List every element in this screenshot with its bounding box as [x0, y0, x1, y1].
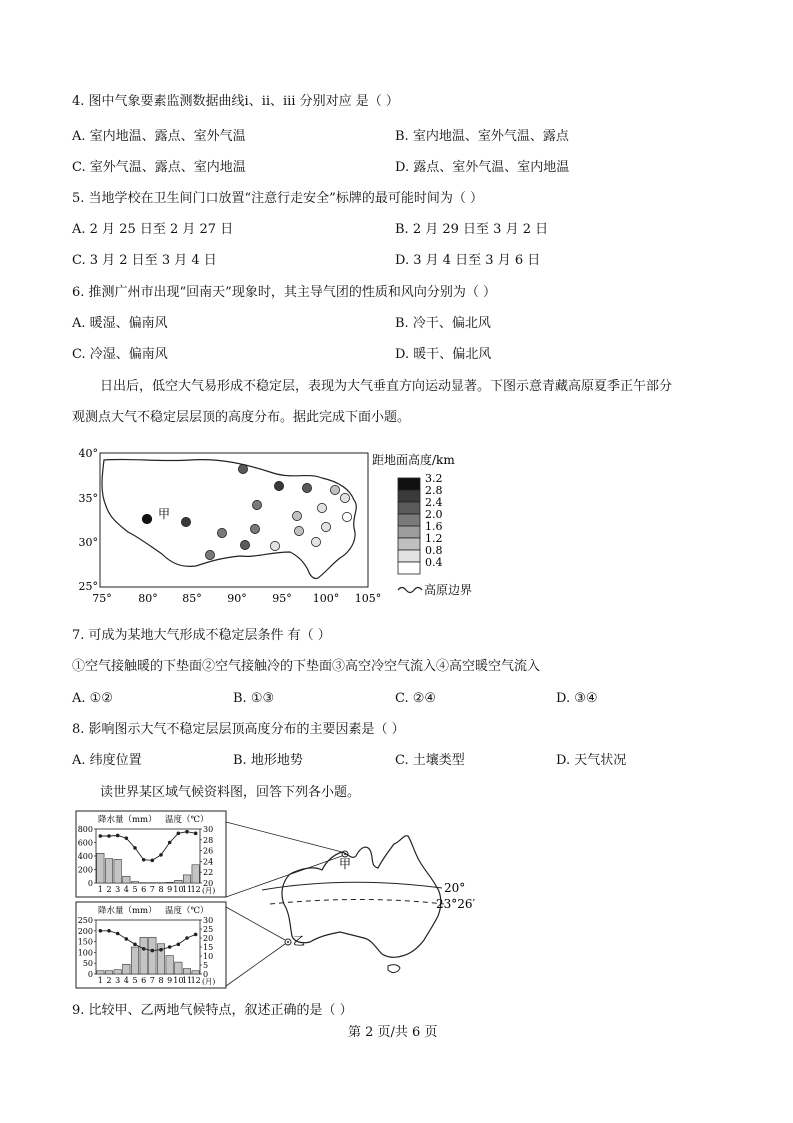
temp-point	[125, 937, 129, 941]
legend-swatch	[398, 526, 420, 538]
obs-point	[292, 511, 301, 520]
legend-swatch	[398, 478, 420, 490]
month-label: 11	[181, 976, 193, 985]
legend-value: 0.8	[425, 544, 443, 557]
connector-jia	[226, 822, 342, 852]
month-unit: (月)	[202, 977, 216, 986]
temp-point	[194, 832, 198, 836]
chart-yi-temp-label: 温度（℃）	[165, 906, 209, 916]
obs-point	[294, 526, 303, 535]
x-tick: 75°	[92, 592, 112, 605]
precip-bar	[192, 971, 199, 974]
precip-bar	[183, 875, 190, 883]
legend-value: 2.0	[425, 508, 443, 521]
q4-stem: 4. 图中气象要素监测数据曲线ⅰ、ⅱ、ⅲ 分别对应 是（ ）	[72, 94, 399, 109]
precip-bar	[123, 964, 130, 974]
right-tick-label: 24	[203, 857, 214, 867]
month-label: 7	[149, 976, 155, 985]
temp-point	[116, 932, 120, 936]
x-tick: 90°	[227, 592, 247, 605]
precip-bar	[192, 865, 199, 883]
point-jia-center	[344, 853, 346, 855]
month-label: 7	[149, 885, 155, 894]
point-jia-label: 甲	[339, 857, 352, 871]
q5-option-a: A. 2 月 25 日至 2 月 27 日	[72, 222, 234, 237]
obs-point	[321, 522, 330, 531]
obs-point	[205, 550, 214, 559]
left-tick-label: 600	[77, 838, 93, 848]
x-tick: 105°	[354, 592, 382, 605]
q5-option-c: C. 3 月 2 日至 3 月 4 日	[72, 253, 217, 268]
precip-bar	[157, 883, 164, 884]
temp-point	[159, 948, 163, 952]
month-label: 5	[132, 976, 138, 985]
precip-bar	[149, 883, 156, 884]
x-tick: 85°	[182, 592, 202, 605]
legend-swatch	[398, 550, 420, 562]
precip-bar	[166, 882, 173, 883]
obs-point	[330, 485, 339, 494]
q8-option-a: A. 纬度位置	[72, 753, 142, 768]
obs-point	[274, 481, 283, 490]
precip-bar	[166, 956, 173, 974]
temp-point	[177, 832, 181, 836]
obs-point	[311, 537, 320, 546]
month-label: 2	[106, 885, 112, 894]
x-tick: 100°	[312, 592, 340, 605]
right-tick-label: 10	[203, 952, 214, 961]
precip-bar	[140, 937, 147, 974]
left-tick-label: 200	[77, 926, 93, 936]
precip-bar	[114, 859, 121, 883]
month-label: 2	[106, 976, 112, 985]
right-tick-label: 22	[203, 868, 214, 878]
right-tick-label: 28	[203, 835, 214, 845]
precip-bar	[97, 853, 104, 883]
chart-jia-precip-label: 降水量（mm）	[98, 815, 157, 825]
y-tick: 25°	[78, 580, 98, 593]
temp-point	[168, 945, 172, 949]
x-tick: 80°	[138, 592, 158, 605]
temp-point	[194, 933, 198, 937]
q7-stem: 7. 可成为某地大气形成不稳定层条件 有（ ）	[72, 628, 331, 643]
obs-point	[238, 464, 247, 473]
temp-point	[116, 834, 120, 838]
month-label: 11	[181, 885, 193, 894]
legend-value: 2.4	[425, 496, 443, 509]
temp-point	[142, 947, 146, 951]
plateau-boundary	[102, 459, 356, 578]
left-tick-label: 50	[82, 959, 93, 969]
australia-outline	[282, 836, 441, 958]
legend-swatch	[398, 562, 420, 574]
precip-bar	[175, 880, 182, 883]
q6-stem: 6. 推测广州市出现“回南天”现象时，其主导气团的性质和风向分别为（ ）	[72, 285, 496, 300]
page-footer: 第 2 页/共 6 页	[348, 1025, 438, 1040]
right-tick-label: 30	[203, 916, 214, 925]
temp-point	[107, 929, 111, 933]
connector-yi	[226, 944, 285, 986]
left-tick-label: 800	[77, 825, 93, 834]
right-tick-label: 5	[203, 961, 209, 970]
temp-point	[133, 846, 137, 850]
obs-point	[340, 493, 349, 502]
map-frame	[100, 453, 368, 587]
q5-option-b: B. 2 月 29 日至 3 月 2 日	[395, 222, 549, 237]
lat-tropic-label: 23°26′	[436, 897, 476, 911]
right-tick-label: 15	[203, 943, 214, 952]
left-tick-label: 0	[87, 970, 93, 979]
temp-point	[142, 858, 146, 862]
temp-point	[185, 936, 189, 940]
legend-swatch	[398, 502, 420, 514]
boundary-legend-icon	[398, 588, 422, 593]
q8-option-b: B. 地形地势	[233, 753, 303, 768]
month-label: 1	[97, 885, 103, 894]
q6-option-b: B. 冷干、偏北风	[395, 316, 491, 331]
point-yi-center	[287, 941, 289, 943]
obs-point	[142, 514, 151, 523]
q7-option-d: D. ③④	[556, 691, 598, 706]
precip-bar	[175, 962, 182, 974]
left-tick-label: 200	[77, 865, 93, 875]
month-label: 3	[115, 885, 121, 894]
month-label: 3	[115, 976, 121, 985]
y-tick: 40°	[78, 447, 98, 460]
tropic-line	[270, 900, 444, 905]
obs-point	[252, 500, 261, 509]
y-tick: 35°	[78, 492, 98, 505]
temp-point	[159, 853, 163, 857]
right-tick-label: 26	[203, 846, 214, 856]
month-label: 9	[167, 885, 173, 894]
month-unit: (月)	[202, 886, 216, 895]
latitude-20-line	[262, 882, 442, 890]
connector-jia	[226, 856, 342, 897]
legend-swatch	[398, 538, 420, 550]
temp-point	[125, 836, 129, 840]
precip-bar	[140, 883, 147, 884]
obs-point	[240, 540, 249, 549]
q9-stem: 9. 比较甲、乙两地气候特点，叙述正确的是（ ）	[72, 1003, 353, 1018]
q7-conditions: ①空气接触暖的下垫面②空气接触冷的下垫面③高空冷空气流入④高空暖空气流入	[72, 659, 541, 674]
month-label: 12	[190, 976, 201, 985]
month-label: 5	[132, 885, 138, 894]
temp-point	[107, 834, 111, 838]
legend-value: 1.2	[425, 532, 443, 545]
temp-point	[177, 943, 181, 947]
precip-bar	[123, 876, 130, 883]
passage1-line2: 观测点大气不稳定层层顶的高度分布。据此完成下面小题。	[72, 410, 411, 425]
q7-option-a: A. ①②	[72, 691, 113, 706]
legend-title: 距地面高度/km	[372, 453, 455, 467]
obs-point	[181, 517, 190, 526]
legend-swatch	[398, 490, 420, 502]
left-tick-label: 150	[77, 937, 93, 947]
legend-swatch	[398, 514, 420, 526]
right-tick-label: 20	[203, 879, 214, 888]
month-label: 6	[141, 885, 147, 894]
lat-20-label: 20°	[444, 881, 466, 895]
month-label: 12	[190, 885, 201, 894]
month-label: 10	[173, 976, 184, 985]
legend-value: 2.8	[425, 484, 443, 497]
x-tick: 95°	[272, 592, 292, 605]
q4-option-c: C. 室外气温、露点、室内地温	[72, 160, 246, 175]
q4-option-a: A. 室内地温、露点、室外气温	[72, 129, 246, 144]
legend-value: 3.2	[425, 472, 443, 485]
tibet-instability-map	[70, 440, 490, 610]
passage1-line1: 日出后，低空大气易形成不稳定层，表现为大气垂直方向运动显著。下图示意青藏高原夏季正午部分	[100, 379, 673, 394]
q5-stem: 5. 当地学校在卫生间门口放置“注意行走安全”标牌的最可能时间为（ ）	[72, 191, 483, 206]
precip-bar	[105, 971, 112, 974]
chart-yi-precip-label: 降水量（mm）	[98, 906, 157, 916]
legend-value: 1.6	[425, 520, 443, 533]
temp-point	[151, 949, 155, 953]
month-label: 10	[173, 885, 184, 894]
climate-svg	[70, 808, 490, 993]
obs-point	[250, 524, 259, 533]
q7-option-b: B. ①③	[233, 691, 275, 706]
month-label: 8	[158, 976, 164, 985]
obs-point	[302, 483, 311, 492]
q5-option-d: D. 3 月 4 日至 3 月 6 日	[395, 253, 541, 268]
left-tick-label: 250	[77, 916, 93, 925]
month-label: 6	[141, 976, 147, 985]
q8-option-d: D. 天气状况	[556, 753, 627, 768]
precip-bar	[105, 859, 112, 883]
q6-option-c: C. 冷湿、偏南风	[72, 347, 168, 362]
temp-point	[151, 859, 155, 863]
climate-figure	[70, 808, 490, 993]
right-tick-label: 30	[203, 825, 214, 834]
point-yi-label: 乙	[293, 934, 306, 948]
place-label-jia: 甲	[158, 507, 171, 521]
obs-point	[342, 512, 351, 521]
temp-point	[99, 834, 103, 838]
y-tick: 30°	[78, 536, 98, 549]
connector-yi	[226, 907, 285, 940]
precip-bar	[149, 937, 156, 974]
right-tick-label: 0	[203, 970, 209, 979]
legend-value: 0.4	[425, 556, 443, 569]
right-tick-label: 20	[203, 934, 214, 943]
temp-point	[185, 830, 189, 834]
precip-bar	[131, 882, 138, 883]
q4-option-b: B. 室内地温、室外气温、露点	[395, 129, 569, 144]
boundary-legend-label: 高原边界	[424, 583, 473, 597]
obs-point	[317, 503, 326, 512]
left-tick-label: 400	[77, 852, 93, 861]
precip-bar	[114, 970, 121, 974]
temp-point	[133, 943, 137, 947]
left-tick-label: 0	[87, 879, 93, 888]
q7-option-c: C. ②④	[395, 691, 437, 706]
month-label: 4	[123, 885, 129, 894]
temp-point	[99, 929, 103, 933]
precip-bar	[97, 971, 104, 974]
obs-point	[270, 541, 279, 550]
chart-jia-temp-label: 温度（℃）	[165, 815, 209, 825]
q6-option-d: D. 暖干、偏北风	[395, 347, 492, 362]
month-label: 8	[158, 885, 164, 894]
month-label: 1	[97, 976, 103, 985]
q4-option-d: D. 露点、室外气温、室内地温	[395, 160, 570, 175]
passage2: 读世界某区域气候资料图，回答下列各小题。	[100, 785, 361, 800]
tibet-map-svg	[70, 440, 490, 610]
month-label: 9	[167, 976, 173, 985]
q8-stem: 8. 影响图示大气不稳定层层顶高度分布的主要因素是（ ）	[72, 722, 405, 737]
precip-bar	[131, 947, 138, 974]
q8-option-c: C. 土壤类型	[395, 753, 465, 768]
left-tick-label: 100	[77, 948, 93, 958]
precip-bar	[183, 969, 190, 974]
q6-option-a: A. 暖湿、偏南风	[72, 316, 168, 331]
obs-point	[217, 528, 226, 537]
temp-point	[168, 841, 172, 845]
month-label: 4	[123, 976, 129, 985]
tasmania-outline	[388, 965, 400, 973]
legend-scale	[398, 472, 443, 574]
right-tick-label: 25	[203, 925, 214, 934]
